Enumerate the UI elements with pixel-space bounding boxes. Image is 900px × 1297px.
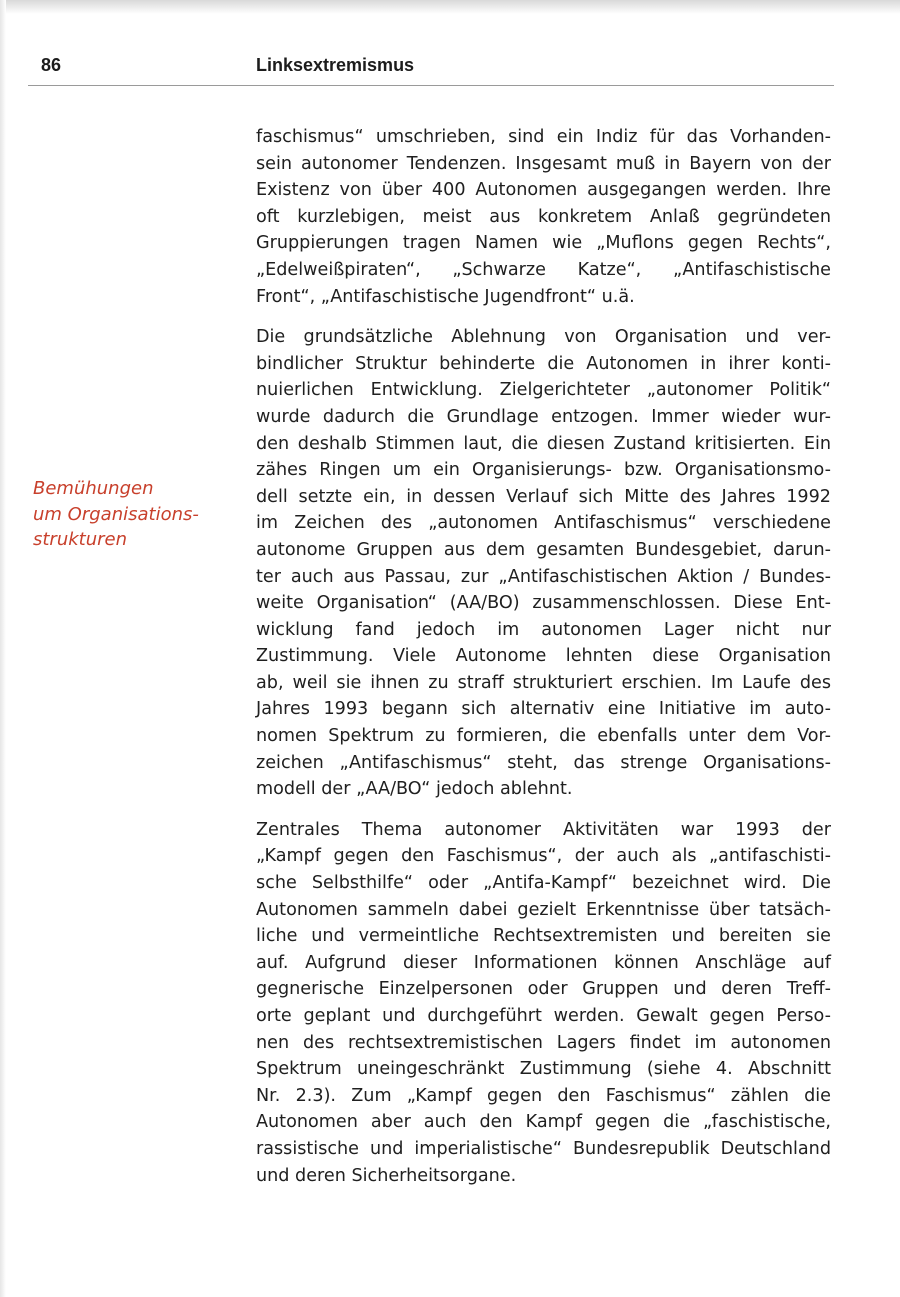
text-line: autonome Gruppen aus dem gesamten Bundesgebiet, darun- [256,539,831,560]
margin-note-line: strukturen [33,529,128,550]
text-line: zeichen „Antifaschismus“ steht, das strenge Organisations- [256,752,831,773]
text-line: auf. Aufgrund dieser Informationen können Anschläge auf [256,952,831,973]
paragraph-1 [256,124,831,310]
text-line: wicklung fand jedoch im autonomen Lager nicht nur [256,619,831,640]
text-line: Die grundsätzliche Ablehnung von Organisation und ver- [256,327,831,348]
text-line: nen des rechtsextremistischen Lagers findet im autonomen [256,1032,831,1053]
running-head: Linksextremismus [256,55,415,75]
text-line: wurde dadurch die Grundlage entzogen. Immer wieder wur- [256,406,831,427]
paragraph-2 [256,324,831,803]
page-top-edge [0,0,900,14]
text-line: dell setzte ein, in dessen Verlauf sich Mitte des Jahres 1992 [256,486,831,507]
text-line: modell der „AA/BO“ jedoch ablehnt. [256,779,573,800]
text-line: sche Selbsthilfe“ oder „Antifa-Kampf“ bezeichnet wird. Die [256,873,831,894]
text-line: Zustimmung. Viele Autonome lehnten diese Organisation [256,646,831,667]
text-line: Front“, „Antifaschistische Jugendfront“ u.ä. [256,286,635,307]
text-line: nomen Spektrum zu formieren, die ebenfalls unter dem Vor- [256,726,831,747]
text-line: ab, weil sie ihnen zu straff strukturiert erschien. Im Laufe des [256,672,831,693]
text-line: zähes Ringen um ein Organisierungs- bzw. Organisationsmo- [256,460,831,481]
text-line: ter auch aus Passau, zur „Antifaschistischen Aktion / Bundes- [256,566,831,587]
text-line: Zentrales Thema autonomer Aktivitäten war 1993 der [256,819,831,840]
text-line: weite Organisation“ (AA/BO) zusammenschlossen. Diese Ent- [256,593,831,614]
text-line: „Edelweißpiraten“, „Schwarze Katze“, „Antifaschistische [256,259,831,280]
page-left-edge [0,0,6,1297]
text-line: den deshalb Stimmen laut, die diesen Zustand kritisierten. Ein [256,433,831,454]
margin-note [33,476,238,553]
header-rule [28,85,834,86]
text-line: Autonomen sammeln dabei gezielt Erkenntnisse über tatsäch- [256,899,831,920]
text-line: und deren Sicherheitsorgane. [256,1165,517,1186]
text-line: orte geplant und durchgeführt werden. Gewalt gegen Perso- [256,1006,831,1026]
text-line: Existenz von über 400 Autonomen ausgegangen werden. Ihre [256,180,831,201]
text-line: oft kurzlebigen, meist aus konkretem Anlaß gegründeten [256,206,831,227]
margin-note-line: Bemühungen [33,478,154,499]
text-line: sein autonomer Tendenzen. Insgesamt muß in Bayern von der [256,153,831,174]
margin-note-line: um Organisations- [33,503,199,525]
text-line: bindlicher Struktur behinderte die Autonomen in ihrer konti- [256,353,831,374]
text-line: Autonomen aber auch den Kampf gegen die „faschistische, [256,1112,831,1133]
text-line: Spektrum uneingeschränkt Zustimmung (siehe 4. Abschnitt [256,1059,831,1080]
text-line: Gruppierungen tragen Namen wie „Muflons gegen Rechts“, [256,233,831,254]
text-line: nuierlichen Entwicklung. Zielgerichteter „autonomer Politik“ [256,380,831,401]
text-line: Jahres 1993 begann sich alternativ eine Initiative im auto- [256,699,831,720]
paragraph-3 [256,817,831,1189]
text-line: „Kampf gegen den Faschismus“, der auch als „antifaschisti- [256,846,831,867]
text-line: gegnerische Einzelpersonen oder Gruppen und deren Treff- [256,979,831,1000]
text-line: im Zeichen des „autonomen Antifaschismus“ verschiedene [256,513,831,534]
text-line: Nr. 2.3). Zum „Kampf gegen den Faschismus“ zählen die [256,1085,831,1106]
page-number: 86 [41,55,62,75]
body-text [256,124,831,1203]
text-line: liche und vermeintliche Rechtsextremisten und bereiten sie [256,926,831,947]
text-line: faschismus“ umschrieben, sind ein Indiz für das Vorhanden- [256,127,831,147]
text-line: rassistische und imperialistische“ Bundesrepublik Deutschland [256,1138,831,1159]
